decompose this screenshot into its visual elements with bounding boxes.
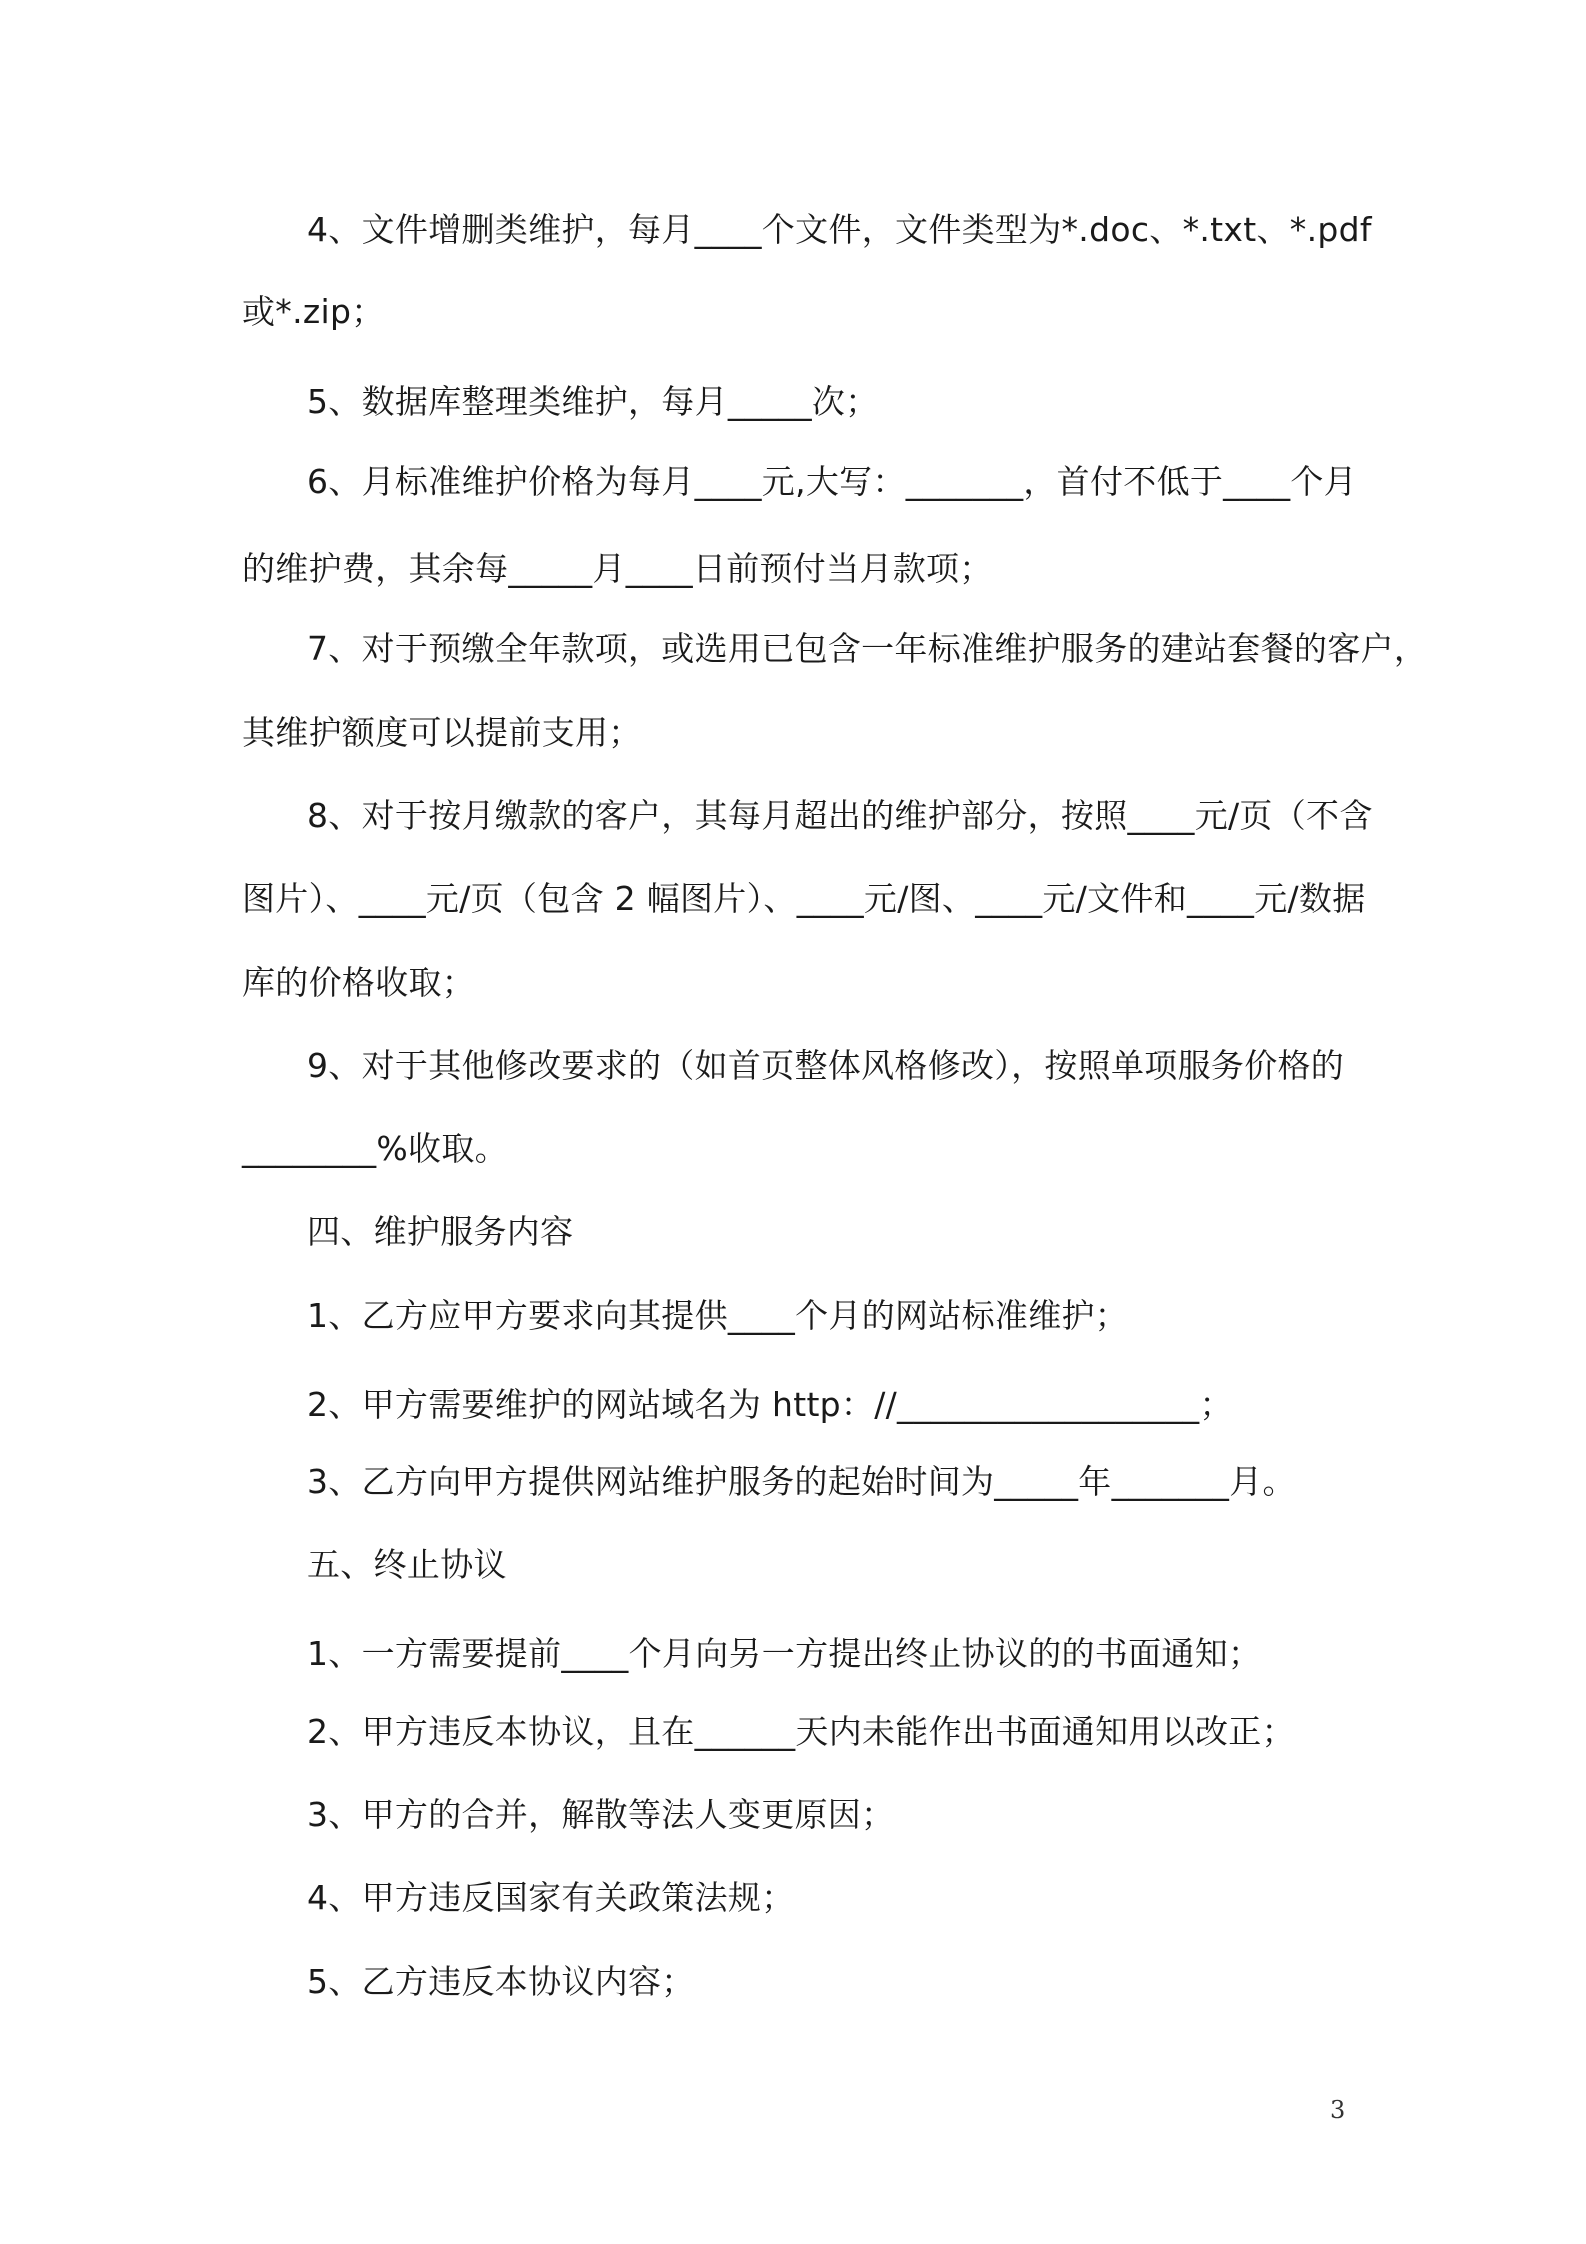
- clause-7-line-1: 7、对于预缴全年款项，或选用已包含一年标准维护服务的建站套餐的客户，: [307, 629, 1428, 668]
- termination-item-3: 3、甲方的合并，解散等法人变更原因；: [307, 1795, 895, 1834]
- service-item-2: 2、甲方需要维护的网站域名为 http：//__________________；: [307, 1385, 1233, 1424]
- clause-9-line-2: ________%收取。: [242, 1129, 508, 1168]
- clause-8-line-2: 图片）、____元/页（包含 2 幅图片）、____元/图、____元/文件和____元/数据: [242, 879, 1366, 918]
- termination-item-2: 2、甲方违反本协议，且在______天内未能作出书面通知用以改正；: [307, 1712, 1295, 1751]
- clause-6-line-2: 的维护费，其余每_____月____日前预付当月款项；: [242, 549, 993, 588]
- page-number: 3: [1330, 2096, 1346, 2124]
- termination-item-1: 1、一方需要提前____个月向另一方提出终止协议的的书面通知；: [307, 1634, 1262, 1673]
- clause-8-line-3: 库的价格收取；: [242, 963, 476, 1002]
- clause-4-line-1: 4、文件增删类维护，每月____个文件，文件类型为*.doc、*.txt、*.pdf: [307, 210, 1372, 249]
- service-item-1: 1、乙方应甲方要求向其提供____个月的网站标准维护；: [307, 1296, 1129, 1335]
- clause-6-line-1: 6、月标准维护价格为每月____元,大写：_______，首付不低于____个月: [307, 462, 1357, 501]
- section-5-heading: 五、终止协议: [307, 1545, 507, 1584]
- clause-4-line-2: 或*.zip；: [242, 292, 385, 331]
- clause-8-line-1: 8、对于按月缴款的客户，其每月超出的维护部分，按照____元/页（不含: [307, 796, 1373, 835]
- clause-9-line-1: 9、对于其他修改要求的（如首页整体风格修改），按照单项服务价格的: [307, 1046, 1345, 1085]
- clause-5: 5、数据库整理类维护，每月_____次；: [307, 382, 879, 421]
- termination-item-4: 4、甲方违反国家有关政策法规；: [307, 1878, 795, 1917]
- section-4-heading: 四、维护服务内容: [307, 1212, 574, 1251]
- clause-7-line-2: 其维护额度可以提前支用；: [242, 713, 642, 752]
- termination-item-5: 5、乙方违反本协议内容；: [307, 1962, 695, 2001]
- service-item-3: 3、乙方向甲方提供网站维护服务的起始时间为_____年_______月。: [307, 1462, 1296, 1501]
